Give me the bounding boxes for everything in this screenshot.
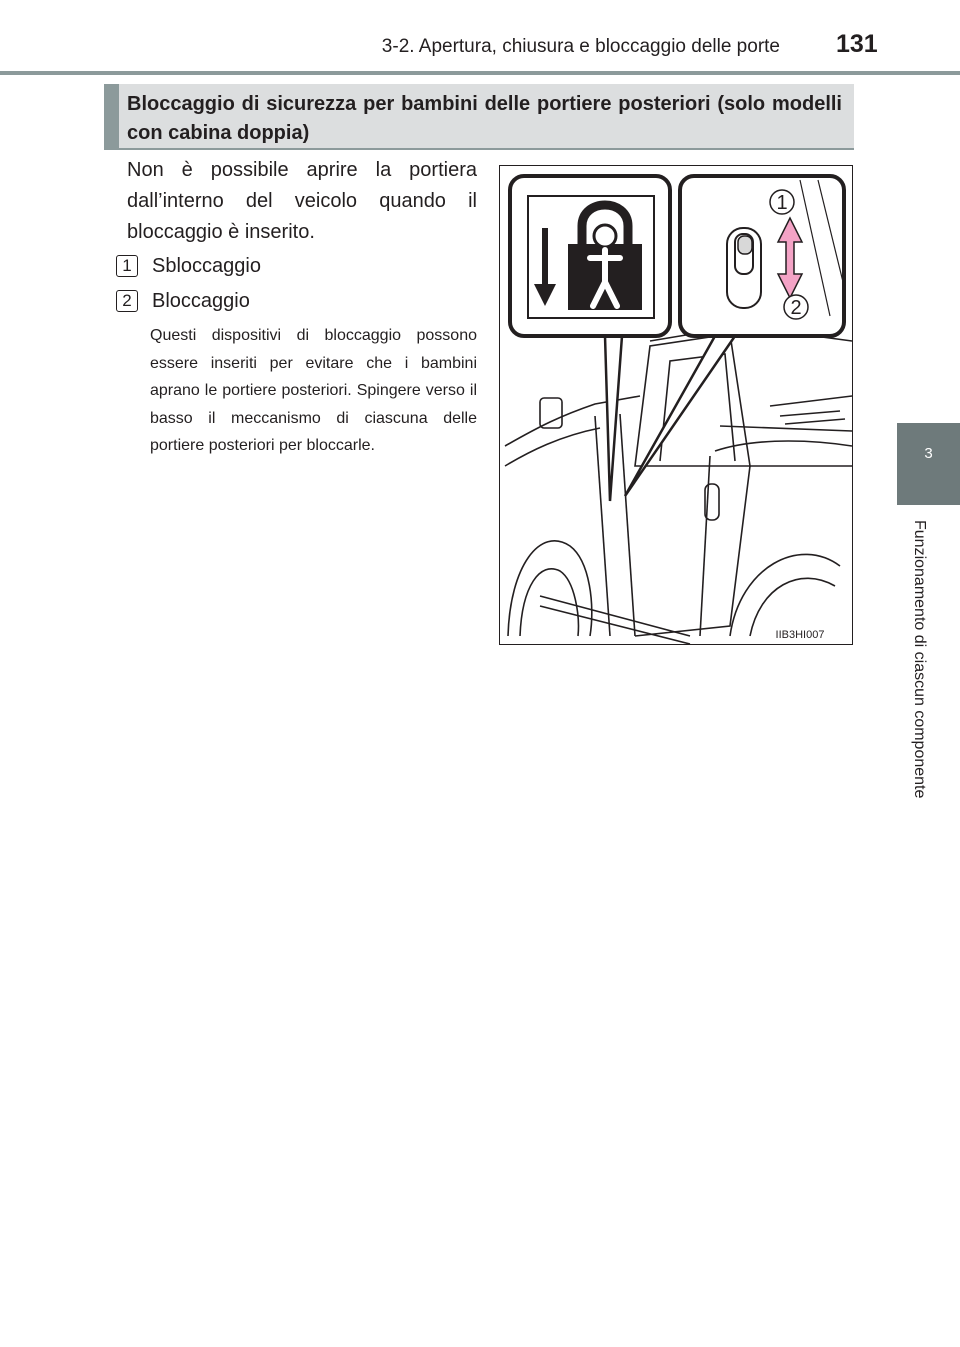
child-lock-illustration: [499, 165, 853, 645]
list-item: [116, 253, 261, 279]
item-label: Bloccaggio: [152, 289, 250, 312]
item-number-badge: 2: [116, 290, 138, 312]
list-item: [116, 288, 250, 314]
note-paragraph: Questi dispositivi di bloccaggio possono essere inseriti per evitare che i bambini aprano le portiere posteriori. Spingere verso il basso il meccanismo di ciascuna delle portiere posteriori per bloccarle.: [150, 327, 477, 454]
item-number-badge: 1: [116, 255, 138, 277]
page-number: 131: [836, 30, 878, 58]
chapter-number: 3: [924, 445, 933, 462]
figure-callout-2: 2: [790, 297, 802, 319]
item-label: Sbloccaggio: [152, 254, 261, 277]
chapter-tab: [897, 423, 960, 505]
header-divider: [0, 71, 960, 75]
chapter-title: Funzionamento di ciascun componente: [911, 520, 928, 799]
body-paragraph: Non è possibile aprire la portiera dall’interno del veicolo quando il bloccaggio è inserito.: [127, 159, 477, 243]
header-section-title: 3-2. Apertura, chiusura e bloccaggio delle porte: [381, 36, 780, 57]
figure-code: IIB3HI007: [775, 629, 825, 641]
vehicle-door-drawing: [500, 166, 852, 644]
figure-callout-1: 1: [776, 192, 788, 214]
section-title: Bloccaggio di sicurezza per bambini delle portiere posteriori (solo modelli con cabina doppia): [127, 93, 842, 144]
section-title-bar: [104, 84, 854, 150]
